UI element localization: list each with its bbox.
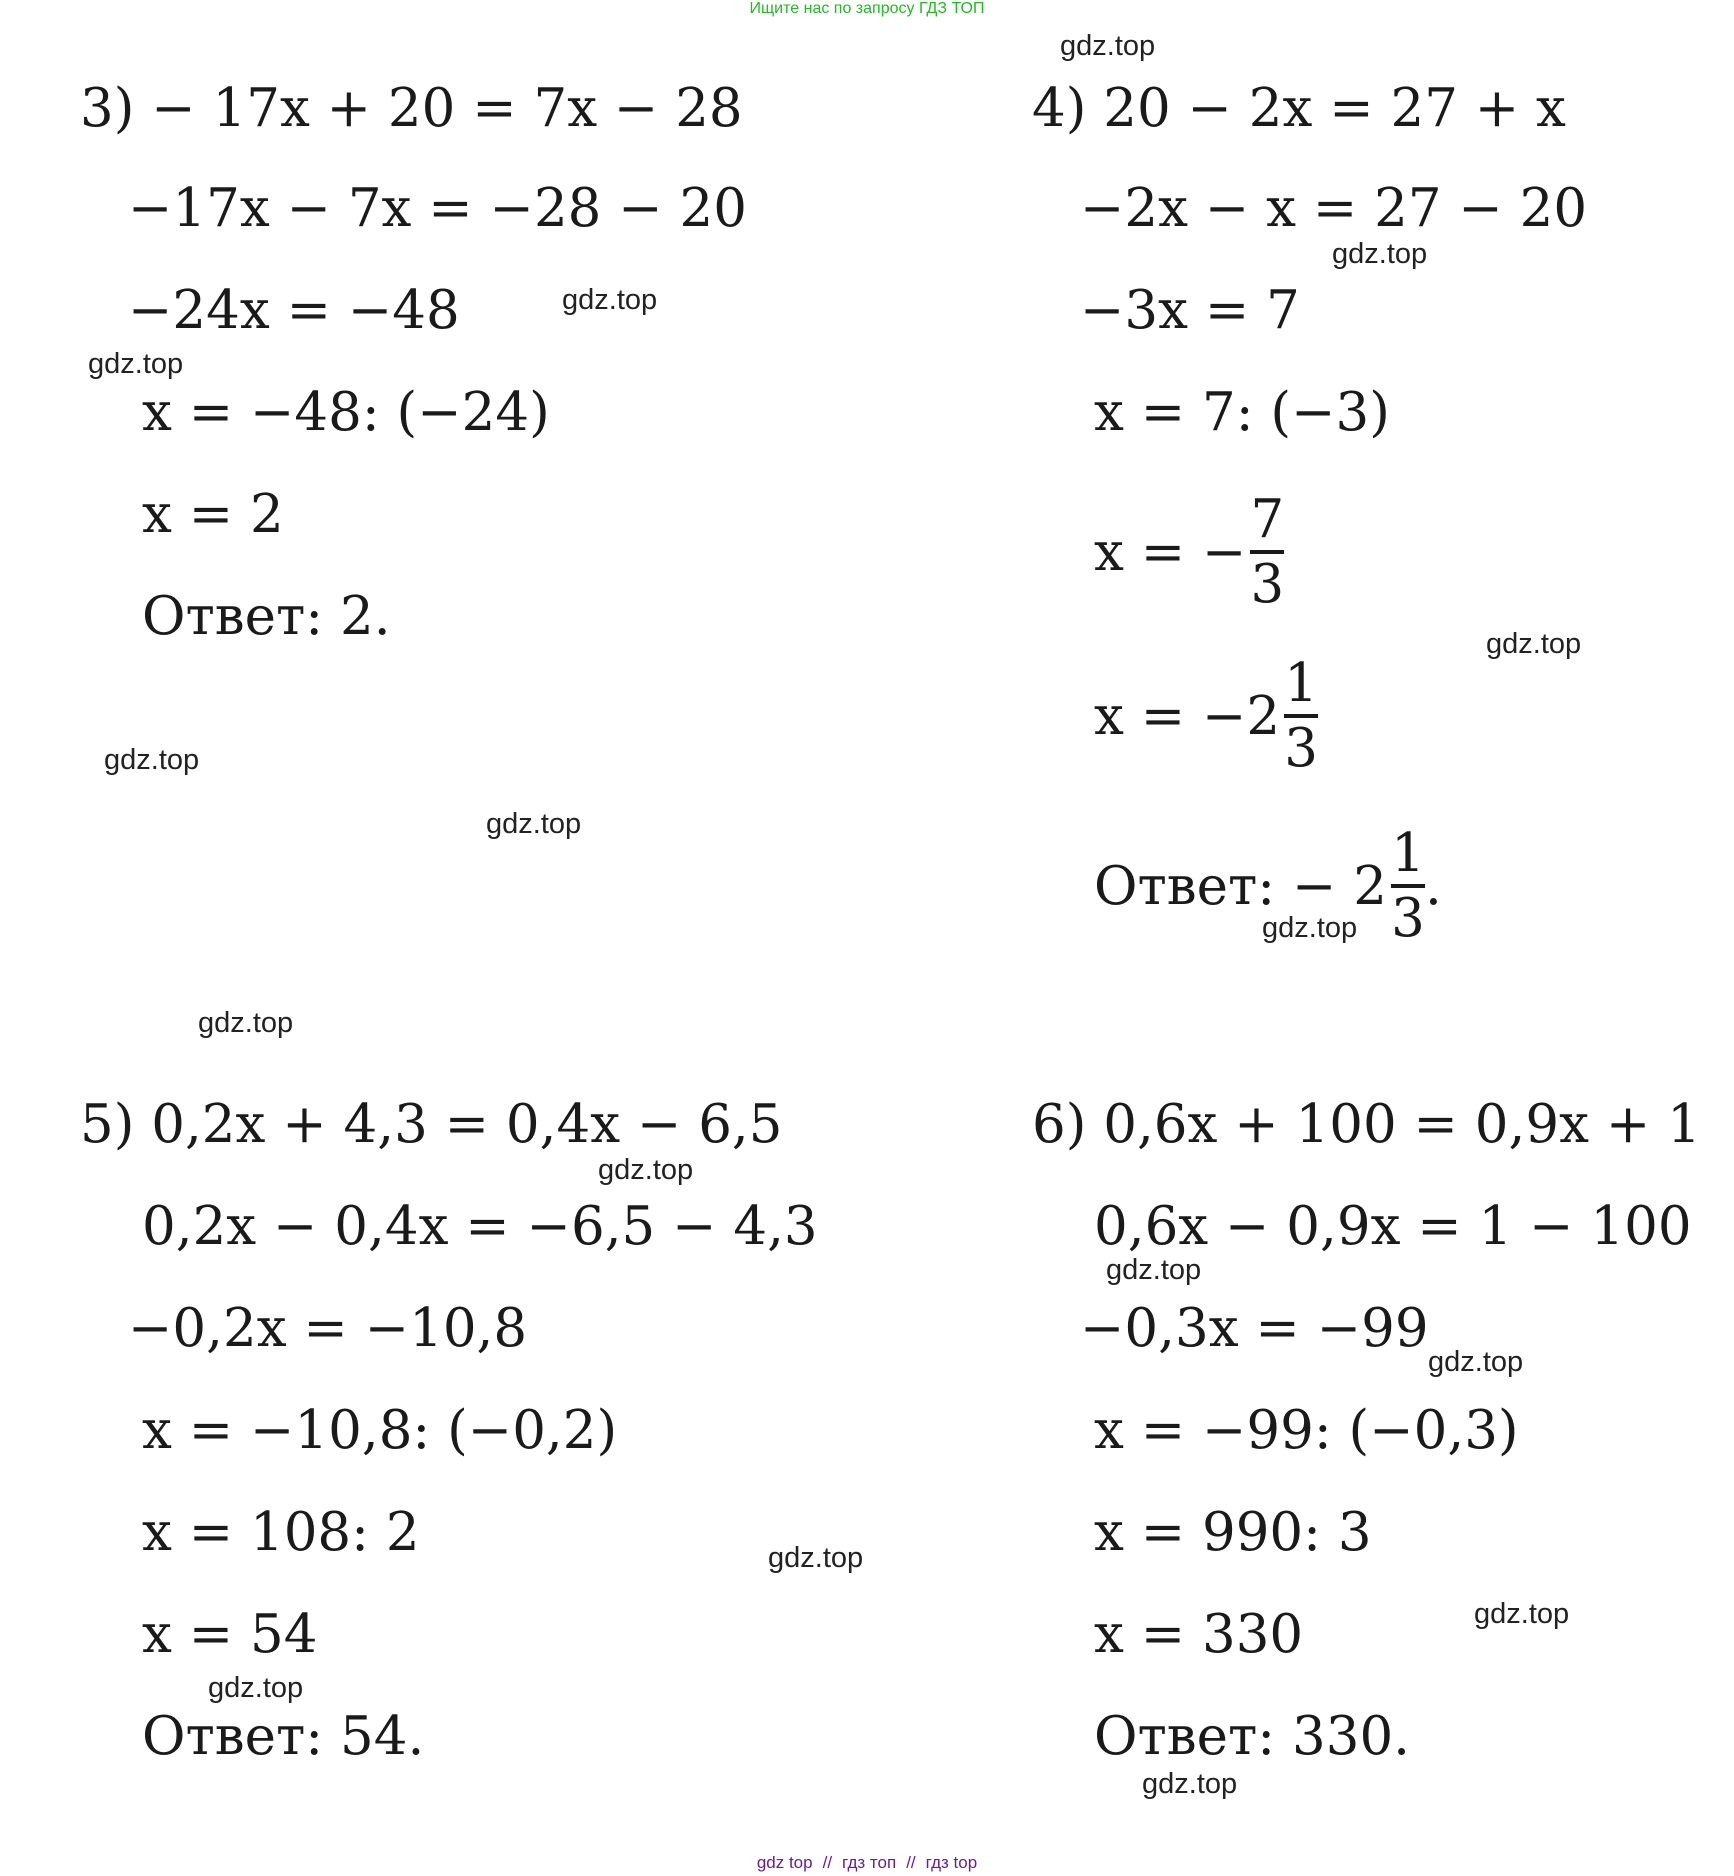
p4-equation: 4) 20 − 2x = 27 + x — [1032, 78, 1566, 139]
watermark: gdz.top — [1142, 1768, 1238, 1800]
footer-link[interactable]: гдз top — [925, 1853, 978, 1872]
fraction-numerator: 1 — [1391, 823, 1425, 884]
watermark: gdz.top — [1332, 238, 1428, 270]
p4-step-5 — [1094, 646, 1318, 786]
p4-step-4 — [1094, 482, 1284, 622]
watermark: gdz.top — [1428, 1346, 1524, 1378]
p6-step-3: x = −99: (−0,3) — [1094, 1400, 1519, 1461]
p5-step-2: −0,2x = −10,8 — [128, 1298, 528, 1359]
p3-equation: 3) − 17x + 20 = 7x − 28 — [80, 78, 743, 139]
p4-step-2: −3x = 7 — [1080, 280, 1300, 341]
p5-step-3: x = −10,8: (−0,2) — [142, 1400, 618, 1461]
watermark: gdz.top — [1262, 912, 1358, 944]
p3-step-2: −24x = −48 — [128, 280, 460, 341]
p4-step-3: x = 7: (−3) — [1094, 382, 1390, 443]
fraction-denominator: 3 — [1391, 888, 1425, 949]
p6-answer: Ответ: 330. — [1094, 1706, 1411, 1767]
watermark: gdz.top — [598, 1154, 694, 1186]
p5-step-5: x = 54 — [142, 1604, 318, 1665]
watermark: gdz.top — [768, 1542, 864, 1574]
watermark: gdz.top — [1106, 1254, 1202, 1286]
footer-separator: // — [906, 1853, 916, 1872]
watermark: gdz.top — [88, 348, 184, 380]
watermark: gdz.top — [104, 744, 200, 776]
watermark: gdz.top — [1474, 1598, 1570, 1630]
p6-step-5: x = 330 — [1094, 1604, 1304, 1665]
p4-step-5-prefix: x = −2 — [1094, 685, 1281, 747]
site-banner: Ищите нас по запросу ГДЗ ТОП — [749, 0, 985, 17]
watermark: gdz.top — [1060, 30, 1156, 62]
p3-step-1: −17x − 7x = −28 − 20 — [128, 178, 747, 239]
p6-step-1: 0,6x − 0,9x = 1 − 100 — [1094, 1196, 1692, 1257]
watermark: gdz.top — [198, 1007, 294, 1039]
p3-step-4: x = 2 — [142, 484, 284, 545]
p6-step-2: −0,3x = −99 — [1080, 1298, 1429, 1359]
footer-link[interactable]: gdz top — [756, 1853, 813, 1872]
fraction-denominator: 3 — [1284, 718, 1318, 779]
p5-equation: 5) 0,2x + 4,3 = 0,4x − 6,5 — [80, 1094, 783, 1155]
fraction — [1391, 823, 1425, 949]
fraction-numerator: 7 — [1250, 489, 1285, 550]
watermark: gdz.top — [486, 808, 582, 840]
site-footer — [0, 1853, 1734, 1873]
p4-step-1: −2x − x = 27 − 20 — [1080, 178, 1588, 239]
p6-equation: 6) 0,6x + 100 = 0,9x + 1 — [1032, 1094, 1701, 1155]
watermark: gdz.top — [1486, 628, 1582, 660]
watermark: gdz.top — [562, 284, 658, 316]
p5-step-4: x = 108: 2 — [142, 1502, 420, 1563]
fraction — [1250, 489, 1285, 615]
p4-answer-suffix: . — [1424, 855, 1442, 917]
p6-step-4: x = 990: 3 — [1094, 1502, 1372, 1563]
p4-step-4-prefix: x = − — [1094, 521, 1247, 583]
fraction-denominator: 3 — [1250, 554, 1285, 615]
footer-separator: // — [822, 1853, 833, 1872]
p4-answer-prefix: Ответ: − 2 — [1094, 855, 1387, 917]
p5-answer: Ответ: 54. — [142, 1706, 425, 1767]
fraction-numerator: 1 — [1284, 653, 1318, 714]
watermark: gdz.top — [208, 1672, 304, 1704]
p3-step-3: x = −48: (−24) — [142, 382, 550, 443]
fraction — [1284, 653, 1318, 779]
footer-link[interactable]: гдз топ — [842, 1853, 897, 1872]
p3-answer: Ответ: 2. — [142, 586, 391, 647]
p5-step-1: 0,2x − 0,4x = −6,5 − 4,3 — [142, 1196, 818, 1257]
